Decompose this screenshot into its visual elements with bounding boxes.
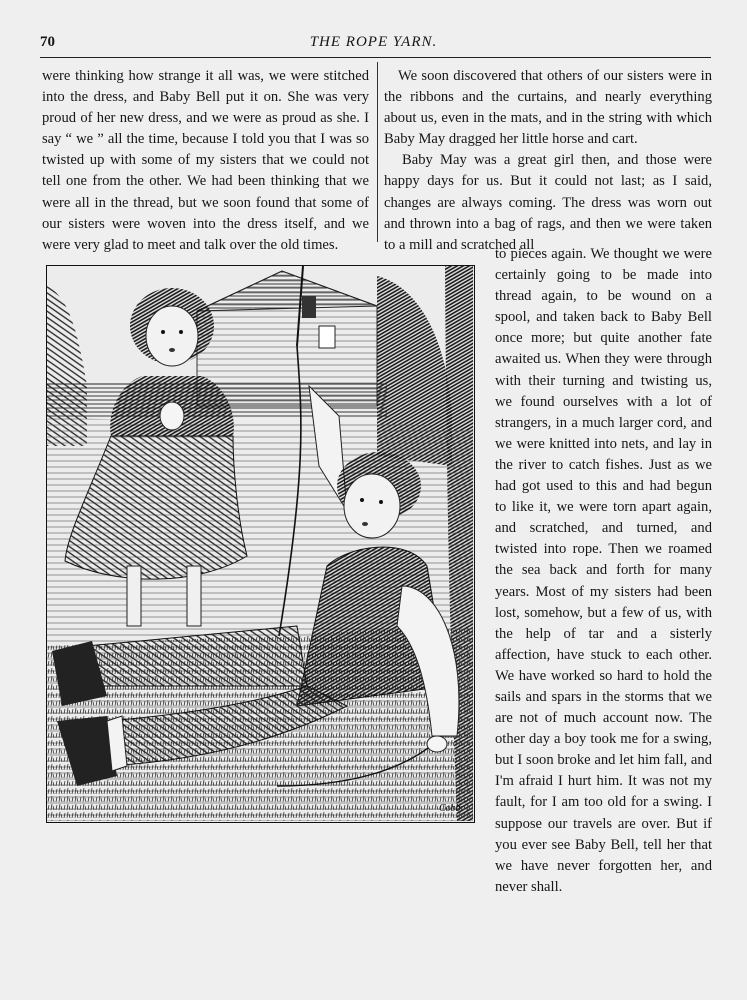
paragraph: were thinking how strange it all was, we were stitched into the dress, and Baby Bell put it on. She was very proud of her new dress, and we were as proud as she. I say “ we ” all the time, because I told you that I was so twisted up with some of my sisters that we could not tell one from the other. We had been thinking that we were all in the thread, but we soon found that some of our sisters were woven into the dress itself, and we were very glad to meet and talk over the old times. — [42, 68, 369, 253]
paragraph: Baby May was a great girl then, and those were happy days for us. But it could not last; as I said, changes are always coming. The dress was worn out and thrown into a bag of rags, and then we were taken to a mill and scratched all — [384, 152, 712, 253]
paragraph: to pieces again. We thought we were certainly going to be made into thread again, to be wound on a spool, and taken back to Baby Bell once more; but quite another fate awaited us. When they were through with their turning and twisting us, we found ourselves with a lot of strangers, in a much larger cord, and we were knitted into nets, and lay in the river to catch fishes. Just as we had got used to this and had begun to like it, we were torn apart again, and scratched, and turned, and twisted into rope. Then we roamed the sea back and forth for many years. Most of my sisters had been lost, somehow, but a few of us, with the help of tar and a sisterly affection, have stuck to each other. We have worked so hard to hold the sails and spars in the storms that we are not of much account now. The other day a boy took me for a swing, but I soon broke and let him fall, and I'm afraid I hurt him. It was not my fault, for I am too old for a swing. I suppose our travels are over. But if you ever see Baby Bell, tell her that we have never forgotten her, and never shall. — [495, 246, 712, 895]
page-number: 70 — [40, 34, 55, 50]
right-column-wrapped-text — [495, 244, 712, 898]
engraving-artwork — [47, 266, 473, 821]
right-column — [384, 66, 712, 256]
column-divider — [377, 62, 378, 242]
header-rule — [40, 57, 711, 58]
left-column — [42, 66, 369, 256]
running-title: THE ROPE YARN. — [309, 34, 438, 50]
artist-signature: Cobb — [439, 803, 461, 814]
illustration-engraving — [46, 265, 475, 823]
paragraph: We soon discovered that others of our sisters were in the ribbons and the curtains, and nearly everything about us, even in the mats, and in the string with which Baby May dragged her little horse and cart. — [384, 68, 712, 148]
